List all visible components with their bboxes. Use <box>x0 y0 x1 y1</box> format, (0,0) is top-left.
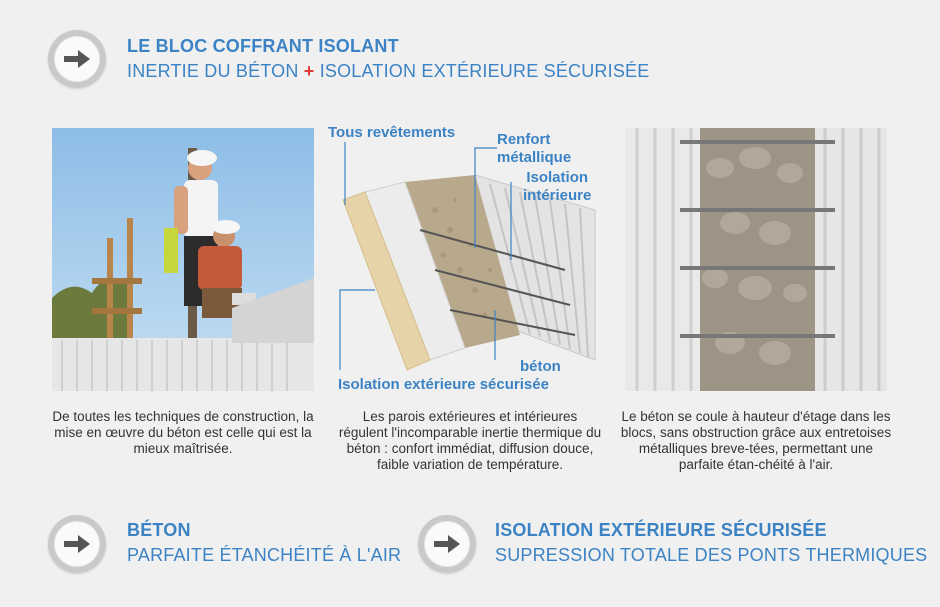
label-isolation-exterieure: Isolation extérieure sécurisée <box>338 376 549 393</box>
page-title: LE BLOC COFFRANT ISOLANT <box>127 36 399 56</box>
label-renfort-line2: métallique <box>497 149 572 166</box>
label-renfort-line1: Renfort <box>497 131 551 148</box>
label-beton: béton <box>520 358 561 375</box>
subtitle-part2: ISOLATION EXTÉRIEURE SÉCURISÉE <box>319 61 650 81</box>
wall-section-diagram <box>325 120 615 400</box>
caption-right: Le béton se coule à hauteur d'étage dans les blocs, sans obstruction grâce aux entretoises métalliques breve-tées, permettant une parfaite étan-chéité à l'air. <box>620 409 892 472</box>
arrow-right-icon <box>418 515 476 573</box>
arrow-right-icon <box>48 515 106 573</box>
caption-center: Les parois extérieures et intérieures régulent l'incomparable inertie thermique du béton : confort immédiat, diffusion douce, faible variation de température. <box>338 409 602 472</box>
concrete-pour-photo <box>625 128 887 391</box>
footer-left-subtitle: PARFAITE ÉTANCHÉITÉ À L'AIR <box>127 545 402 565</box>
label-renfort <box>497 131 571 167</box>
label-isolation-int-line1: Isolation <box>526 169 589 186</box>
label-isolation-int-line2: intérieure <box>523 187 592 204</box>
subtitle-part1: INERTIE DU BÉTON <box>127 61 299 81</box>
caption-left: De toutes les techniques de construction, la mise en œuvre du béton est celle qui est la mieux maîtrisée. <box>52 409 314 456</box>
footer-right-title: ISOLATION EXTÉRIEURE SÉCURISÉE <box>495 520 827 540</box>
subtitle-plus: + <box>303 61 315 81</box>
page-subtitle <box>127 61 649 82</box>
footer-left-title: BÉTON <box>127 520 191 540</box>
label-tous-revetements: Tous revêtements <box>328 124 456 141</box>
label-isolation-interieure <box>523 169 591 205</box>
footer-right-subtitle: SUPRESSION TOTALE DES PONTS THERMIQUES <box>495 545 928 565</box>
workers-photo <box>52 128 314 391</box>
arrow-right-icon <box>48 30 106 88</box>
